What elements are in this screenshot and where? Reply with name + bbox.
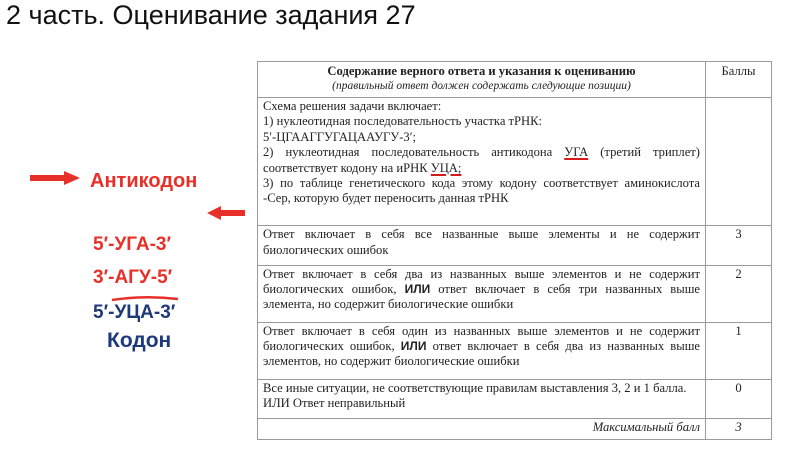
arrow-right-icon: [30, 171, 80, 185]
table-row: [258, 226, 772, 265]
header-main: Содержание верного ответа и указания к оцениванию: [327, 64, 636, 78]
assessment-table: [257, 61, 772, 440]
criterion-or: ИЛИ: [400, 338, 427, 353]
criterion-text: Ответ включает в себя один из названных выше элементов и не содержит биологических ошибок,: [263, 323, 700, 353]
criterion-or: ИЛИ: [404, 281, 431, 296]
criterion-text-2: ответ включает в себя три названных выше элемента, но содержит биологические ошибки: [263, 281, 701, 312]
score-cell: 2: [706, 265, 772, 322]
table-row: [258, 265, 772, 322]
header-score: Баллы: [706, 62, 772, 98]
scheme-intro: Схема решения задачи включает:: [263, 99, 442, 113]
codon-sequence: 5′-УЦА-3′: [93, 302, 176, 323]
criterion-text-2: ответ включает в себя два из названных выше элементов, но содержит биологические ошибки: [263, 338, 700, 369]
scheme-item-1-seq: 5′-ЦГААГГУГАЦААУГУ-3′;: [263, 129, 416, 144]
score-cell: 1: [706, 322, 772, 379]
header-content-cell: [258, 62, 706, 98]
scheme-item-2-text: 2) нуклеотидная последовательность антикодона: [263, 145, 565, 160]
table-header-row: [258, 62, 772, 98]
anticodon-sequence: 5′-УГА-3′: [93, 234, 172, 255]
criterion-text: Все иные ситуации, не соответствующие правилам выставления 3, 2 и 1 балла.: [263, 380, 687, 395]
scheme-score-cell: [706, 98, 772, 226]
criterion-text: Ответ включает в себя два из названных выше элементов и не содержит биологических ошибок,: [263, 266, 700, 296]
score-cell: 3: [706, 226, 772, 265]
criterion-cell: Ответ включает в себя все названные выше элементы и не содержит биологических ошибок: [258, 226, 706, 265]
scheme-item-2: [263, 145, 700, 176]
criterion-cell: [258, 322, 706, 379]
table-row: [258, 322, 772, 379]
reverse-sequence: 3′-АГУ-5′: [93, 267, 173, 288]
scheme-item-2-text-2: (третий триплет) соответствует кодону на иРНК: [263, 145, 700, 175]
slide-title: 2 часть. Оценивание задания 27: [6, 0, 416, 30]
scheme-cell: [258, 98, 706, 226]
max-score-value: 3: [706, 418, 772, 439]
score-cell: 0: [706, 379, 772, 418]
max-score-label: Максимальный балл: [258, 418, 706, 439]
header-sub: (правильный ответ должен содержать следующие позиции): [332, 80, 631, 93]
criterion-cell: [258, 265, 706, 322]
anticodon-label: Антикодон: [90, 170, 198, 192]
criterion-cell: [258, 379, 706, 418]
scheme-item-3: 3) по таблице генетического кода этому кодону соответствует аминокислота -Сер, которую будет переносить данная тРНК: [263, 176, 700, 206]
scheme-anticodon: УГА: [564, 145, 589, 160]
scheme-codon: УЦА;: [430, 160, 462, 175]
scheme-item-1: 1) нуклеотидная последовательность участка тРНК:: [263, 114, 543, 129]
criterion-text-2: ИЛИ Ответ неправильный: [263, 395, 406, 410]
codon-label: Кодон: [107, 329, 172, 352]
table-row: [258, 379, 772, 418]
table-row: [258, 418, 772, 439]
table-row: [258, 98, 772, 226]
arrow-left-icon: [207, 206, 245, 220]
